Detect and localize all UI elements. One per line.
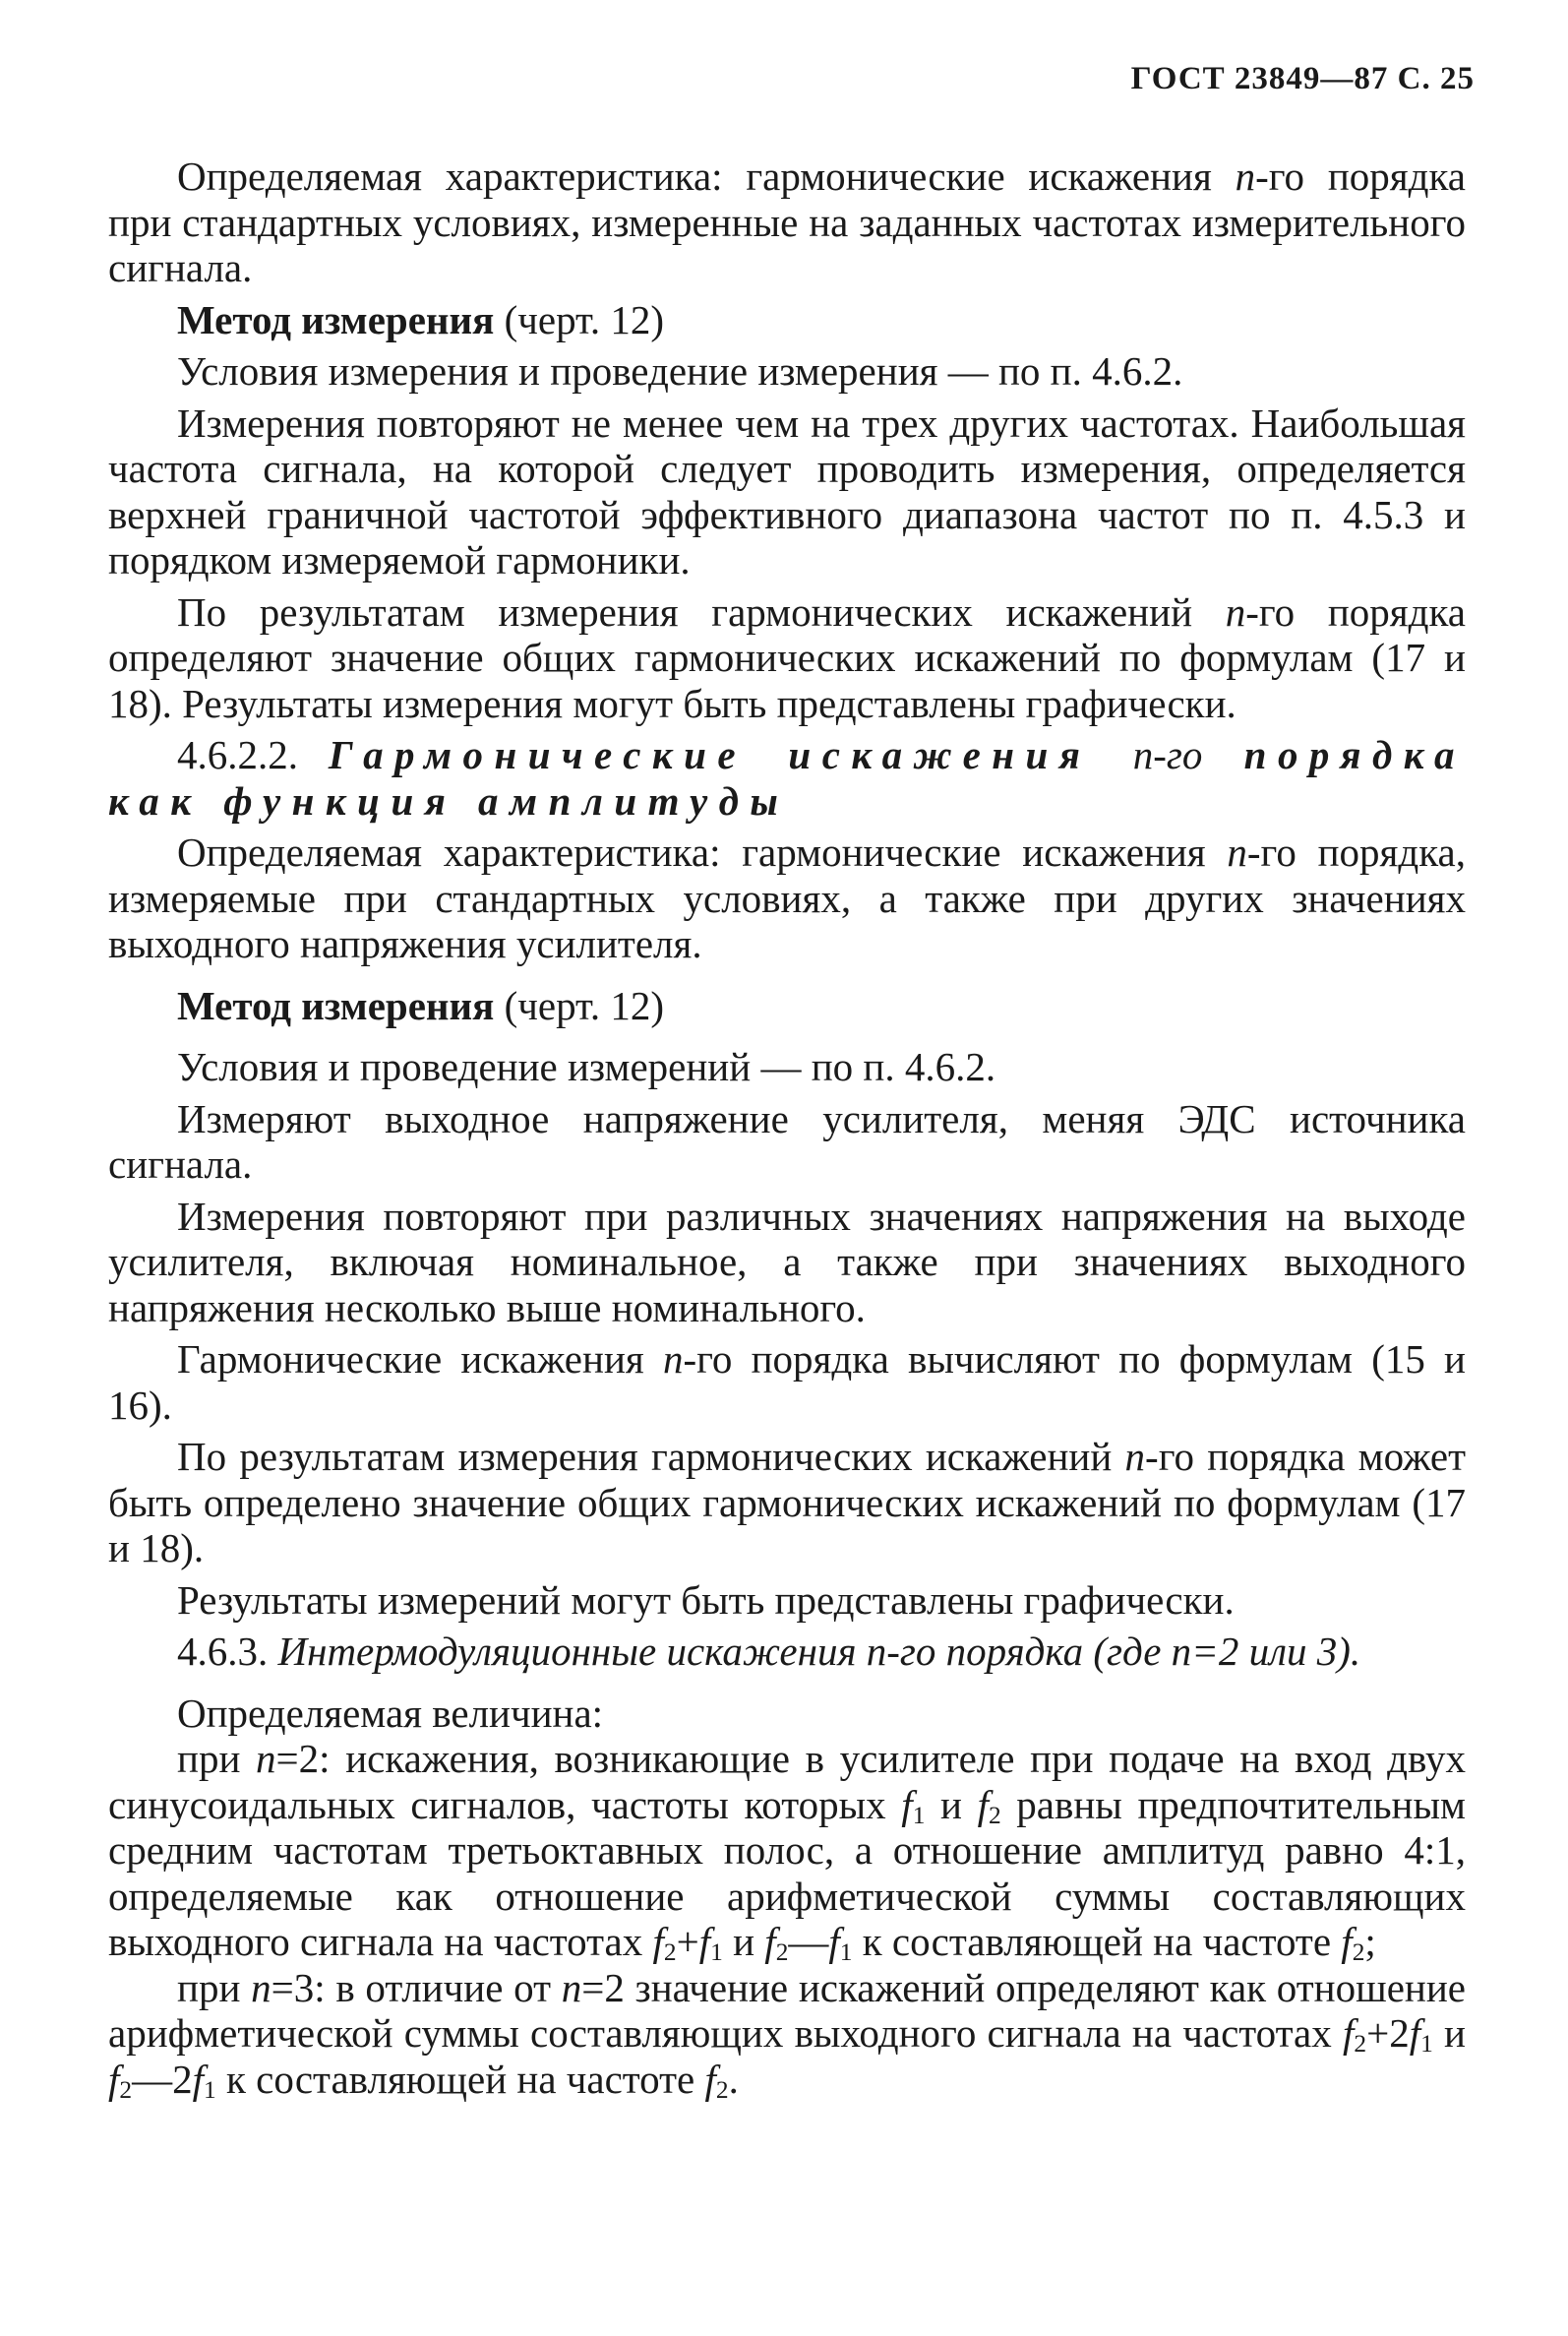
paragraph: [108, 589, 1466, 727]
document-body: [108, 154, 1466, 2102]
text-run: -го порядка вычисляют по формулам (15 и 16).: [108, 1336, 1466, 1428]
text-run: По результатам измерения гармонических искажений: [177, 588, 1226, 635]
text-run: Метод измерения: [177, 296, 495, 342]
text-run: По результатам измерения гармонических искажений: [177, 1434, 1125, 1479]
text-run: (черт. 12): [494, 296, 665, 342]
text-run: f: [1341, 1919, 1353, 1964]
subscript: 2: [715, 2075, 729, 2104]
subscript: 1: [912, 1801, 926, 1829]
text-run: n: [561, 1964, 582, 2010]
text-run: n: [1235, 154, 1256, 199]
text-run: +: [676, 1919, 699, 1964]
text-run: f: [828, 1919, 840, 1964]
text-run: порядка как функция амплитуды: [108, 732, 1467, 824]
paragraph: [108, 983, 1466, 1029]
text-run: Измерения повторяют при различных значениях напряжения на выходе усилителя, включая номинальное, а также при значениях выходного напряжения несколько выше номинального.: [108, 1193, 1466, 1330]
text-run: ;: [1364, 1919, 1376, 1964]
text-run: Условия измерения и проведение измерения — по п. 4.6.2.: [177, 348, 1183, 394]
text-run: Метод измерения: [177, 982, 495, 1028]
text-run: n: [1225, 588, 1246, 635]
text-run: f: [764, 1919, 776, 1964]
text-run: к составляющей на частоте: [852, 1919, 1342, 1964]
paragraph: [108, 297, 1466, 343]
subscript: 1: [1420, 2030, 1433, 2059]
paragraph: [108, 1629, 1466, 1675]
paragraph: [108, 1691, 1466, 1737]
text-run: f: [704, 2056, 716, 2102]
text-run: n: [251, 1964, 271, 2010]
text-run: Определяемая величина:: [177, 1690, 604, 1736]
text-run: Измеряют выходное напряжение усилителя, меняя ЭДС источника сигнала.: [108, 1095, 1466, 1187]
text-run: и: [722, 1919, 765, 1964]
text-run: Гармонические искажения: [328, 732, 1133, 777]
text-run: f: [1342, 2010, 1355, 2056]
text-run: f: [192, 2056, 205, 2102]
text-run: -го порядка, измеряемые при стандартных условиях, а также при других значениях выходного напряжения усилителя.: [108, 830, 1467, 966]
paragraph: [108, 1336, 1466, 1428]
paragraph: [108, 1194, 1466, 1331]
text-run: Измерения повторяют не менее чем на трех других частотах. Наибольшая частота сигнала, на которой следует проводить измерения, определяется верхней граничной частотой эффективного диапазона частот по п. 4.5.3 и порядком измеряемой гармоники.: [108, 400, 1466, 583]
text-run: Гармонические искажения: [177, 1336, 663, 1382]
paragraph: [108, 732, 1466, 824]
text-run: Определяемая характеристика: гармонические искажения: [177, 154, 1236, 199]
text-run: к составляющей на частоте: [215, 2056, 705, 2102]
text-run: f: [1409, 2010, 1421, 2056]
text-run: (черт. 12): [494, 982, 665, 1028]
paragraph: [108, 400, 1466, 584]
text-run: —: [788, 1919, 829, 1964]
text-run: при: [177, 1736, 257, 1781]
subscript: 2: [988, 1801, 1001, 1829]
text-run: при: [177, 1964, 252, 2010]
text-run: n: [662, 1336, 684, 1382]
text-run: —2: [132, 2056, 193, 2102]
text-run: -го порядка при стандартных условиях, измеренные на заданных частотах измерительного сигнала.: [108, 154, 1466, 290]
paragraph: [108, 1577, 1466, 1624]
subscript: 2: [775, 1938, 789, 1967]
text-run: =2: искажения, возникающие в усилителе при подаче на вход двух синусоидальных сигналов, частоты которых: [108, 1736, 1466, 1827]
paragraph: [108, 1965, 1466, 2103]
subscript: 2: [119, 2075, 133, 2104]
text-run: +2: [1366, 2010, 1410, 2056]
text-run: -го порядка определяют значение общих гармонических искажений по формулам (17 и 18). Результаты измерения могут быть представлены графически.: [108, 588, 1466, 726]
text-run: f: [652, 1919, 664, 1964]
paragraph: [108, 830, 1466, 967]
subscript: 2: [663, 1938, 677, 1967]
text-run: и: [1432, 2010, 1466, 2056]
text-run: 4.6.2.2.: [177, 732, 329, 777]
text-run: n: [1227, 830, 1247, 875]
text-run: Интермодуляционные искажения n-го порядка (где n=2 или 3).: [277, 1629, 1361, 1674]
subscript: 2: [1352, 1938, 1365, 1967]
text-run: f: [977, 1781, 989, 1827]
text-run: равны предпочтительным средним частотам третьоктавных полос, а отношение амплитуд равно 4:1, определяемые как отношение арифметической суммы составляющих выходного сигнала на частотах: [108, 1781, 1466, 1964]
text-run: -го порядка может быть определено значение общих гармонических искажений по формулам (17 и 18).: [108, 1434, 1466, 1570]
page-header: ГОСТ 23849—87 С. 25: [1130, 61, 1475, 96]
text-run: 4.6.3.: [177, 1629, 278, 1674]
text-run: f: [698, 1919, 711, 1964]
text-run: f: [108, 2056, 120, 2102]
text-run: Определяемая характеристика: гармонические искажения: [177, 830, 1228, 875]
paragraph: [108, 1044, 1466, 1090]
text-run: Результаты измерений могут быть представлены графически.: [177, 1576, 1235, 1623]
text-run: n: [1124, 1434, 1146, 1479]
text-run: Условия и проведение измерений — по п. 4.6.2.: [177, 1044, 996, 1089]
paragraph: [108, 1736, 1466, 1965]
text-run: f: [901, 1781, 913, 1827]
paragraph: [108, 154, 1466, 291]
subscript: 1: [204, 2075, 216, 2104]
text-run: =2 значение искажений определяют как отношение арифметической суммы составляющих выходного сигнала на частотах: [108, 1964, 1466, 2056]
subscript: 1: [710, 1938, 723, 1967]
text-run: и: [925, 1781, 978, 1827]
subscript: 1: [839, 1938, 853, 1967]
paragraph: [108, 348, 1466, 395]
text-run: n: [256, 1736, 276, 1781]
paragraph: [108, 1434, 1466, 1571]
text-run: =3: в отличие от: [271, 1964, 562, 2010]
text-run: n-го: [1132, 732, 1203, 777]
subscript: 2: [1354, 2030, 1367, 2059]
paragraph: [108, 1096, 1466, 1188]
text-run: .: [728, 2056, 739, 2102]
